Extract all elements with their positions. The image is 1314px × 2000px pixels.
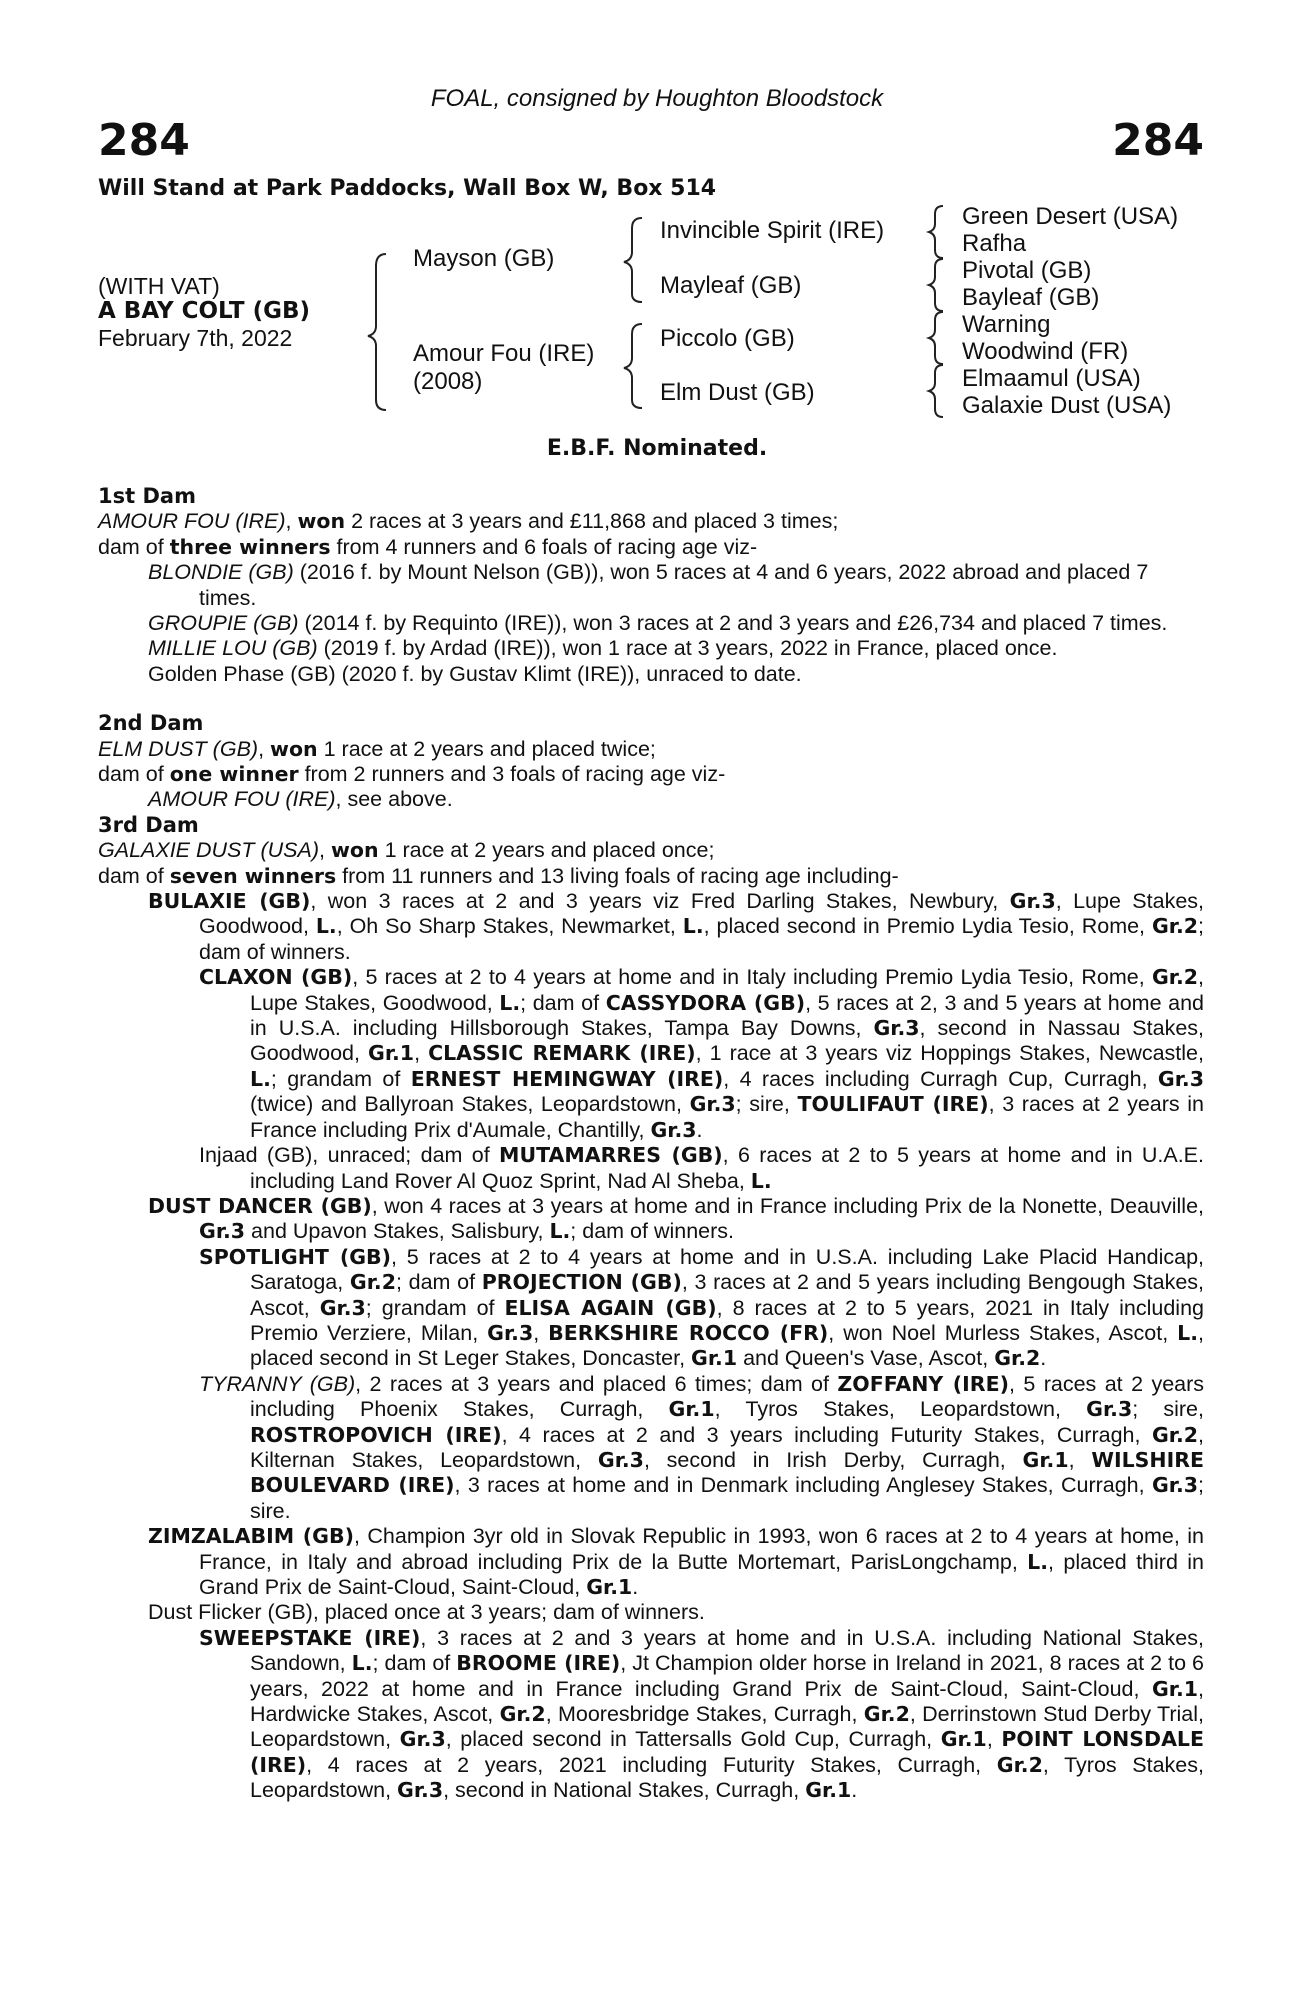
- produce-golden-phase: Golden Phase (GB) (2020 f. by Gustav Klimt (IRE)), unraced to date.: [148, 661, 802, 686]
- gen4-5: Warning: [962, 311, 1051, 338]
- gen4-6: Woodwind (FR): [962, 338, 1129, 365]
- lot-number-right: 284: [1112, 115, 1204, 166]
- produce-claxon: CLAXON (GB), 5 races at 2 to 4 years at home and in Italy including Premio Lydia Tesio, Rome, Gr.2, Lupe Stakes, Goodwood, L.; dam of CASSYDORA (GB), 5 races at 2, 3 and 5 years at home and in U.S.A. including Hillsborough Stakes, Tampa Bay Downs, Gr.3, second in Nassau Stakes, Goodwood, Gr.1, CLASSIC REMARK (IRE), 1 race at 3 years viz Hoppings Stakes, Newcastle, L.; grandam of ERNEST HEMINGWAY (IRE), 4 races including Curragh Cup, Curragh, Gr.3 (twice) and Ballyroan Stakes, Leopardstown, Gr.3; sire, TOULIFAUT (IRE), 3 races at 2 years in France including Prix d'Aumale, Chantilly, Gr.3.: [199, 965, 1205, 1142]
- lot-number-left: 284: [98, 115, 190, 166]
- third-dam-produce: dam of seven winners from 11 runners and 13 living foals of racing age including-: [98, 863, 899, 888]
- foaling-date: February 7th, 2022: [98, 325, 293, 351]
- dam-name: Amour Fou (IRE): [413, 340, 595, 367]
- lot-title: A BAY COLT (GB): [98, 298, 311, 324]
- stand-location: Will Stand at Park Paddocks, Wall Box W, Box 514: [98, 176, 717, 201]
- produce-dust-dancer: DUST DANCER (GB), won 4 races at 3 years at home and in France including Prix de la Nonette, Deauville, Gr.3 and Upavon Stakes, Salisbury, L.; dam of winners.: [148, 1193, 1205, 1244]
- second-dam-produce: dam of one winner from 2 runners and 3 foals of racing age viz-: [98, 762, 726, 787]
- sire-sire: Invincible Spirit (IRE): [660, 217, 885, 244]
- consignor-line: FOAL, consigned by Houghton Bloodstock: [430, 85, 884, 112]
- first-dam-heading: 1st Dam: [98, 484, 196, 508]
- vat-note: (WITH VAT): [98, 273, 220, 299]
- second-dam-heading: 2nd Dam: [98, 711, 204, 736]
- produce-zimzalabim: ZIMZALABIM (GB), Champion 3yr old in Slovak Republic in 1993, won 6 races at 2 to 4 years at home, in France, in Italy and abroad including Prix de la Butte Mortemart, ParisLongchamp, L., placed third in Grand Prix de Saint-Cloud, Saint-Cloud, Gr.1.: [148, 1524, 1205, 1600]
- produce-spotlight: SPOTLIGHT (GB), 5 races at 2 to 4 years at home and in U.S.A. including Lake Placid Handicap, Saratoga, Gr.2; dam of PROJECTION (GB), 3 races at 2 and 5 years including Bengough Stakes, Ascot, Gr.3; grandam of ELISA AGAIN (GB), 8 races at 2 to 5 years, 2021 in Italy including Premio Verziere, Milan, Gr.3, BERKSHIRE ROCCO (FR), won Noel Murless Stakes, Ascot, L., placed second in St Leger Stakes, Doncaster, Gr.1 and Queen's Vase, Ascot, Gr.2.: [199, 1244, 1205, 1371]
- ebf-nominated: E.B.F. Nominated.: [546, 436, 768, 461]
- gen4-7: Elmaamul (USA): [962, 365, 1141, 392]
- gen4-3: Pivotal (GB): [962, 257, 1092, 284]
- produce-tyranny: TYRANNY (GB), 2 races at 3 years and placed 6 times; dam of ZOFFANY (IRE), 5 races at 2 years including Phoenix Stakes, Curragh, Gr.1, Tyros Stakes, Leopardstown, Gr.3; sire, ROSTROPOVICH (IRE), 4 races at 2 and 3 years including Futurity Stakes, Curragh, Gr.2, Kilternan Stakes, Leopardstown, Gr.3, second in Irish Derby, Curragh, Gr.1, WILSHIRE BOULEVARD (IRE), 3 races at home and in Denmark including Anglesey Stakes, Curragh, Gr.3; sire.: [199, 1371, 1205, 1523]
- third-dam-heading: 3rd Dam: [98, 812, 199, 837]
- first-dam-produce: dam of three winners from 4 runners and 6 foals of racing age viz-: [98, 534, 758, 559]
- gen4-4: Bayleaf (GB): [962, 284, 1100, 311]
- dam-dam: Elm Dust (GB): [660, 379, 815, 406]
- dam-year: (2008): [413, 368, 483, 395]
- third-dam-entry: GALAXIE DUST (USA), won 1 race at 2 years and placed once;: [98, 838, 715, 863]
- produce-groupie: GROUPIE (GB) (2014 f. by Requinto (IRE)), won 3 races at 2 and 3 years and £26,734 and placed 7 times.: [148, 611, 1168, 636]
- produce-injaad: Injaad (GB), unraced; dam of MUTAMARRES (GB), 6 races at 2 to 5 years at home and in U.A.E. including Land Rover Al Quoz Sprint, Nad Al Sheba, L.: [199, 1143, 1204, 1193]
- produce-bulaxie: BULAXIE (GB), won 3 races at 2 and 3 years viz Fred Darling Stakes, Newbury, Gr.3, Lupe Stakes, Goodwood, L., Oh So Sharp Stakes, Newmarket, L., placed second in Premio Lydia Tesio, Rome, Gr.2; dam of winners.: [148, 889, 1205, 964]
- gen4-1: Green Desert (USA): [962, 203, 1179, 230]
- gen4-2: Rafha: [962, 230, 1027, 257]
- produce-millie-lou: MILLIE LOU (GB) (2019 f. by Ardad (IRE)), won 1 race at 3 years, 2022 in France, placed once.: [148, 636, 1058, 661]
- produce-dust-flicker: Dust Flicker (GB), placed once at 3 years; dam of winners.: [148, 1600, 705, 1625]
- dam-sire: Piccolo (GB): [660, 325, 795, 352]
- produce-sweepstake: SWEEPSTAKE (IRE), 3 races at 2 and 3 years at home and in U.S.A. including National Stakes, Sandown, L.; dam of BROOME (IRE), Jt Champion older horse in Ireland in 2021, 8 races at 2 to 6 years, 2022 at home and in France including Grand Prix de Saint-Cloud, Saint-Cloud, Gr.1, Hardwicke Stakes, Ascot, Gr.2, Mooresbridge Stakes, Curragh, Gr.2, Derrinstown Stud Derby Trial, Leopardstown, Gr.3, placed second in Tattersalls Gold Cup, Curragh, Gr.1, POINT LONSDALE (IRE), 4 races at 2 years, 2021 including Futurity Stakes, Curragh, Gr.2, Tyros Stakes, Leopardstown, Gr.3, second in National Stakes, Curragh, Gr.1.: [199, 1625, 1204, 1803]
- gen4-8: Galaxie Dust (USA): [962, 392, 1172, 419]
- second-dam-amour-fou: AMOUR FOU (IRE), see above.: [148, 787, 453, 812]
- second-dam-entry: ELM DUST (GB), won 1 race at 2 years and placed twice;: [98, 736, 656, 761]
- catalogue-body: [98, 484, 1204, 1804]
- sire-dam: Mayleaf (GB): [660, 272, 802, 299]
- first-dam-entry: AMOUR FOU (IRE), won 2 races at 3 years and £11,868 and placed 3 times;: [98, 509, 839, 534]
- produce-blondie: BLONDIE (GB) (2016 f. by Mount Nelson (GB)), won 5 races at 4 and 6 years, 2022 abroad and placed 7 times.: [148, 560, 1149, 610]
- sire-name: Mayson (GB): [413, 245, 555, 272]
